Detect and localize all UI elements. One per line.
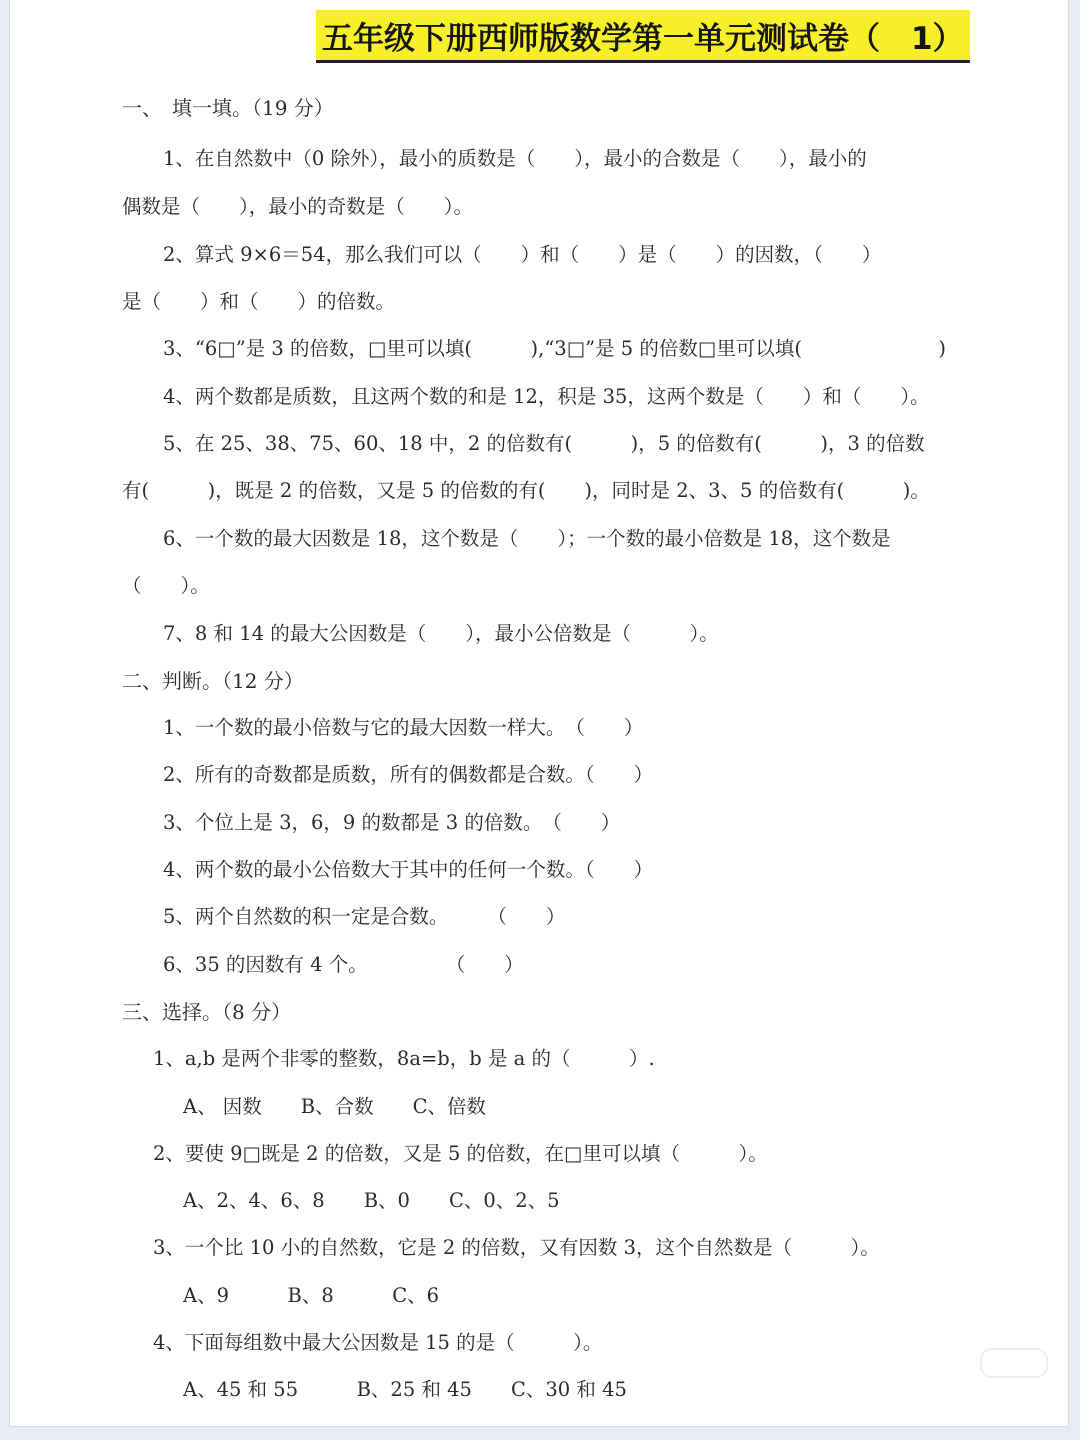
choice-question: 4、下面每组数中最大公因数是 15 的是（ ）。	[153, 1331, 603, 1354]
choice-question: 2、要使 9□既是 2 的倍数，又是 5 的倍数，在□里可以填（ ）。	[153, 1142, 768, 1165]
choice-question: 1、a,b 是两个非零的整数，8a=b，b 是 a 的（ ）.	[153, 1047, 655, 1070]
question-line: 偶数是（ ），最小的奇数是（ ）。	[122, 195, 474, 218]
judge-item: 4、两个数的最小公倍数大于其中的任何一个数。（ ）	[163, 858, 654, 881]
exam-paper	[10, 0, 1068, 1426]
question-line: 4、两个数都是质数，且这两个数的和是 12，积是 35，这两个数是（ ）和（ ）。	[163, 385, 930, 408]
question-line: 7、8 和 14 的最大公因数是（ ），最小公倍数是（ ）。	[163, 622, 719, 645]
question-line: 3、“6□”是 3 的倍数，□里可以填( ),“3□”是 5 的倍数□里可以填( )	[163, 337, 947, 360]
section-heading-fill: 一、 填一填。（19 分）	[122, 96, 334, 120]
choice-question: 3、一个比 10 小的自然数，它是 2 的倍数，又有因数 3，这个自然数是（ ）。	[153, 1236, 880, 1259]
judge-item: 6、35 的因数有 4 个。 （ ）	[163, 953, 524, 976]
question-line: 5、在 25、38、75、60、18 中，2 的倍数有( )，5 的倍数有( )，3 的倍数	[163, 432, 925, 455]
question-line: （ ）。	[122, 574, 210, 597]
title-highlight	[316, 10, 970, 63]
judge-item: 3、个位上是 3，6，9 的数都是 3 的倍数。 （ ）	[163, 811, 621, 834]
choice-options: A、9 B、8 C、6	[183, 1284, 440, 1307]
judge-item: 1、一个数的最小倍数与它的最大因数一样大。 （ ）	[163, 716, 644, 739]
judge-item: 2、所有的奇数都是质数，所有的偶数都是合数。（ ）	[163, 763, 654, 786]
question-line: 1、在自然数中（0 除外），最小的质数是（ ），最小的合数是（ ），最小的	[163, 147, 867, 170]
question-line: 6、一个数的最大因数是 18，这个数是（ ）；一个数的最小倍数是 18，这个数是	[163, 527, 891, 550]
question-line: 2、算式 9×6＝54，那么我们可以（ ）和（ ）是（ ）的因数，（ ）	[163, 243, 882, 266]
choice-options: A、 因数 B、合数 C、倍数	[183, 1095, 487, 1118]
choice-options: A、2、4、6、8 B、0 C、0、2、5	[183, 1189, 560, 1212]
page-title: 五年级下册西师版数学第一单元测试卷（ 1）	[322, 20, 964, 57]
judge-item: 5、两个自然数的积一定是合数。 （ ）	[163, 905, 566, 928]
question-line: 有( )，既是 2 的倍数，又是 5 的倍数的有( )，同时是 2、3、5 的倍数有( )。	[122, 479, 930, 502]
choice-options: A、45 和 55 B、25 和 45 C、30 和 45	[183, 1378, 627, 1401]
question-line: 是（ ）和（ ）的倍数。	[122, 290, 396, 313]
section-heading-choice: 三、选择。（8 分）	[122, 1000, 292, 1024]
watermark-logo	[980, 1348, 1048, 1378]
section-heading-judge: 二、判断。（12 分）	[122, 669, 304, 693]
